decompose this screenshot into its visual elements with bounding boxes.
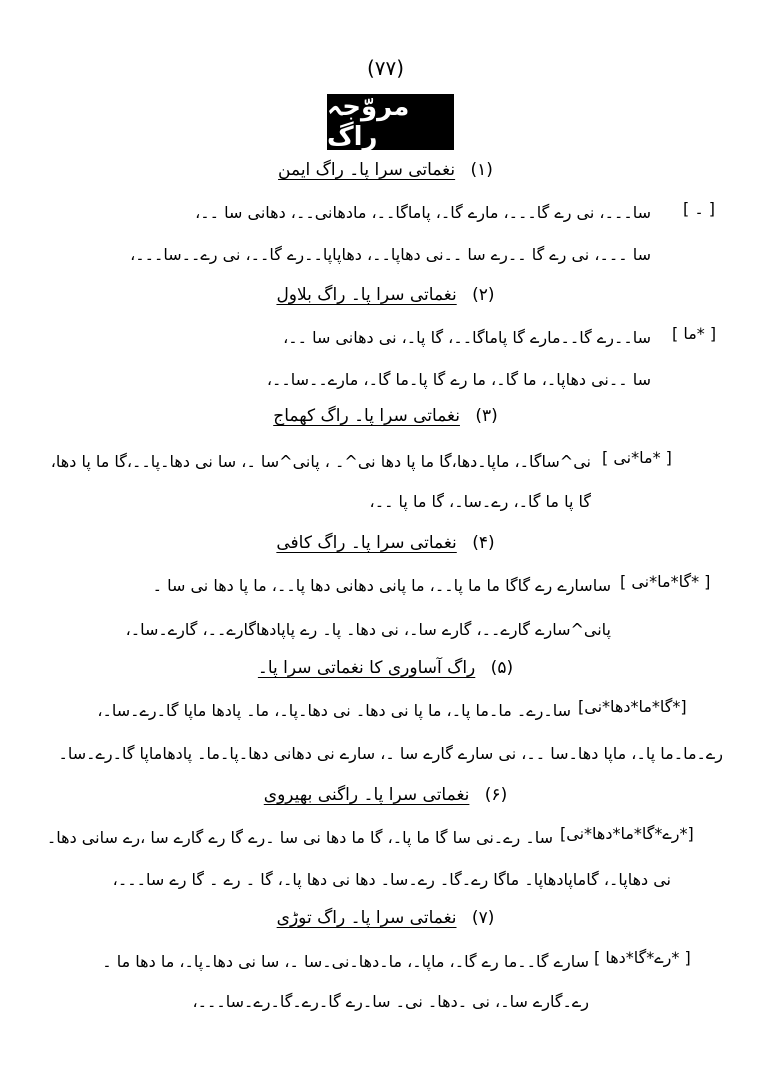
section-label: [ رے*گا*دھا* ]	[594, 948, 691, 967]
section-number: (۶)	[484, 785, 508, 805]
notation-line: سا۔رے۔ ما۔ما پا۔، ما پا نی دھا۔ نی دھا۔پا۔، ما۔ پادھا ماپا گا۔رے۔سا۔،	[97, 701, 571, 720]
page-number: (۷۷)	[366, 56, 405, 80]
notation-line: سا۔۔رے گا۔۔مارے گا پاماگا۔۔، گا پا۔، نی دھانی سا ۔۔،	[283, 328, 651, 347]
section-title: نغماتی سرا پا۔ راگ توڑی	[276, 908, 457, 928]
notation-line: نی^ساگا۔، ماپا۔دھا،گا ما پا دھا نی^۔ ، پانی^سا ۔، سا نی دھا۔پا۔۔،گا ما پا دھا،	[50, 452, 591, 471]
section-heading	[0, 157, 771, 183]
section-heading	[0, 403, 771, 429]
section-heading	[0, 655, 771, 681]
section-number: (۷)	[471, 908, 495, 928]
notation-line: سا ۔۔۔، نی رے گا ۔۔رے سا ۔۔نی دھاپا۔۔، دھاپاپا۔۔رے گا۔۔، نی رے۔۔سا۔۔۔،	[130, 245, 651, 264]
section-number: (۴)	[472, 533, 495, 553]
notation-line: سا ۔۔نی دھاپا۔، ما گا۔، ما رے گا پا۔ما گا۔، مارے۔۔سا۔۔،	[266, 370, 651, 389]
section-label: [ ۔ ]	[683, 199, 716, 218]
notation-line: گا پا ما گا۔، رے۔سا۔، گا ما پا ۔۔،	[369, 492, 591, 511]
section-title: نغماتی سرا پا۔ راگ کھماج	[273, 406, 460, 426]
section-title: نغماتی سرا پا۔ راگ کافی	[276, 533, 457, 553]
section-label: [ ما*نی* ]	[602, 448, 672, 467]
section-heading	[0, 905, 771, 931]
section-label: [ ما* ]	[672, 324, 717, 343]
notation-line: نی دھاپا۔، گاماپادھاپا۔ ماگا رے۔گا۔ رے۔سا۔ دھا نی دھا پا۔، گا ۔ رے ۔ گا رے سا۔۔۔،	[112, 870, 671, 889]
notation-line: رے۔گارے سا۔، نی ۔دھا۔ نی۔ سا۔رے گا۔رے۔گا۔رے۔سا۔۔۔،	[192, 992, 589, 1011]
notation-line: ساسارے رے گاگا ما ما پا۔۔، ما پانی دھانی دھا پا۔۔، ما پا دھا نی سا ۔	[152, 576, 611, 595]
notation-line: سا۔ رے۔نی سا گا ما پا۔، گا ما دھا نی سا ۔رے گا رے گارے سا ،رے سانی دھا۔	[46, 828, 553, 847]
notation-line: پانی^سارے گارے۔۔، گارے سا۔، نی دھا۔ پا۔ رے پاپادھاگارے۔۔، گارے۔سا۔،	[125, 620, 611, 639]
section-number: (۵)	[490, 658, 514, 678]
section-heading	[0, 782, 771, 808]
section-title: نغماتی سرا پا۔ راگنی بھیروی	[263, 785, 470, 805]
section-title: راگ آساوری کا نغماتی سرا پا۔	[257, 658, 476, 678]
notation-line: سا۔۔۔، نی رے گا۔۔۔، مارے گا۔، پاماگا۔۔، مادھانی۔۔، دھانی سا ۔۔،	[195, 203, 651, 222]
section-number: (۳)	[475, 406, 498, 426]
section-label: [ گا*ما*نی* ]	[620, 572, 711, 591]
section-heading	[0, 282, 771, 308]
section-title: نغماتی سرا پا۔ راگ ایمن	[278, 160, 456, 180]
section-label: [رے*گا*ما*دھا*نی*]	[560, 824, 694, 843]
notation-line: رے۔ما۔ما پا۔، ماپا دھا۔سا ۔۔، نی سارے گارے سا ۔، سارے نی دھانی دھا۔پا۔ما۔ پادھاماپا گا۔رے۔سا۔	[58, 744, 723, 763]
notation-line: سارے گا۔۔ما رے گا۔، ماپا۔، ما۔دھا۔نی۔سا ۔، سا نی دھا۔پا۔، ما دھا ما ۔	[102, 952, 589, 971]
section-label: [گا*ما*دھا*نی*]	[578, 697, 687, 716]
section-title: نغماتی سرا پا۔ راگ بلاول	[276, 285, 457, 305]
page-title: مروّجہ راگ	[327, 94, 454, 150]
section-heading	[0, 530, 771, 556]
section-number: (۲)	[472, 285, 495, 305]
section-number: (۱)	[470, 160, 493, 180]
